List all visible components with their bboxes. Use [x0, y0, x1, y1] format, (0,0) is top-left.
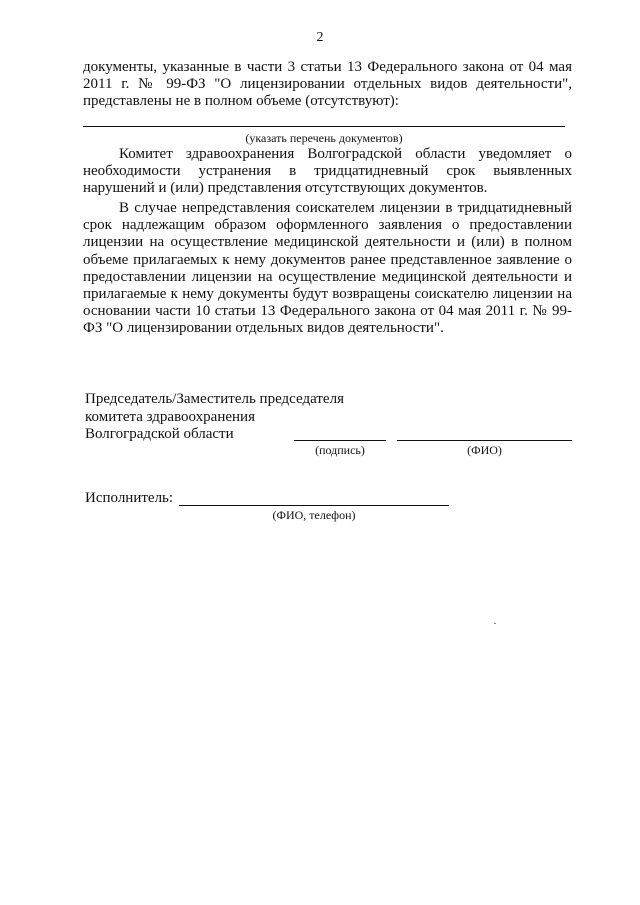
- scan-speck: [494, 623, 496, 624]
- name-caption: (ФИО): [467, 443, 502, 457]
- documents-list-line: [83, 126, 565, 127]
- documents-list-caption: (указать перечень документов): [245, 131, 403, 145]
- signature-line: [294, 440, 386, 441]
- executor-line: [179, 505, 449, 506]
- executor-label: Исполнитель:: [85, 490, 174, 506]
- signatory-title: [85, 391, 344, 444]
- paragraph-documents: документы, указанные в части 3 статьи 13 Федерального закона от 04 мая 2011 г. № 99-ФЗ "О лицензировании отдельных видов деятельности", представлены не в полном объеме (отсутствуют):: [83, 59, 572, 110]
- paragraph-return: В случае непредставления соискателем лицензии в тридцатидневный срок надлежащим образом оформленного заявления о предоставлении лицензии на осуществление медицинской деятельности и (или) в полном объеме прилагаемых к нему документов ранее представленное заявление о предоставлении лицензии на осуществление медицинской деятельности и прилагаемые к нему документы будут возвращены соискателю лицензии на основании части 10 статьи 13 Федерального закона от 04 мая 2011 г. № 99-ФЗ "О лицензировании отдельных видов деятельности".: [83, 200, 572, 337]
- executor-caption: (ФИО, телефон): [272, 508, 356, 522]
- paragraph-notice: Комитет здравоохранения Волгоградской области уведомляет о необходимости устранения в тридцатидневный срок выявленных нарушений и (или) представления отсутствующих документов.: [83, 146, 572, 197]
- signature-caption: (подпись): [315, 443, 365, 457]
- page-number: 2: [316, 30, 324, 45]
- signatory-line-2: комитета здравоохранения: [85, 408, 255, 425]
- name-line: [397, 440, 572, 441]
- signatory-line-1: Председатель/Заместитель председателя: [85, 391, 344, 407]
- signatory-line-3: Волгоградской области: [85, 426, 234, 442]
